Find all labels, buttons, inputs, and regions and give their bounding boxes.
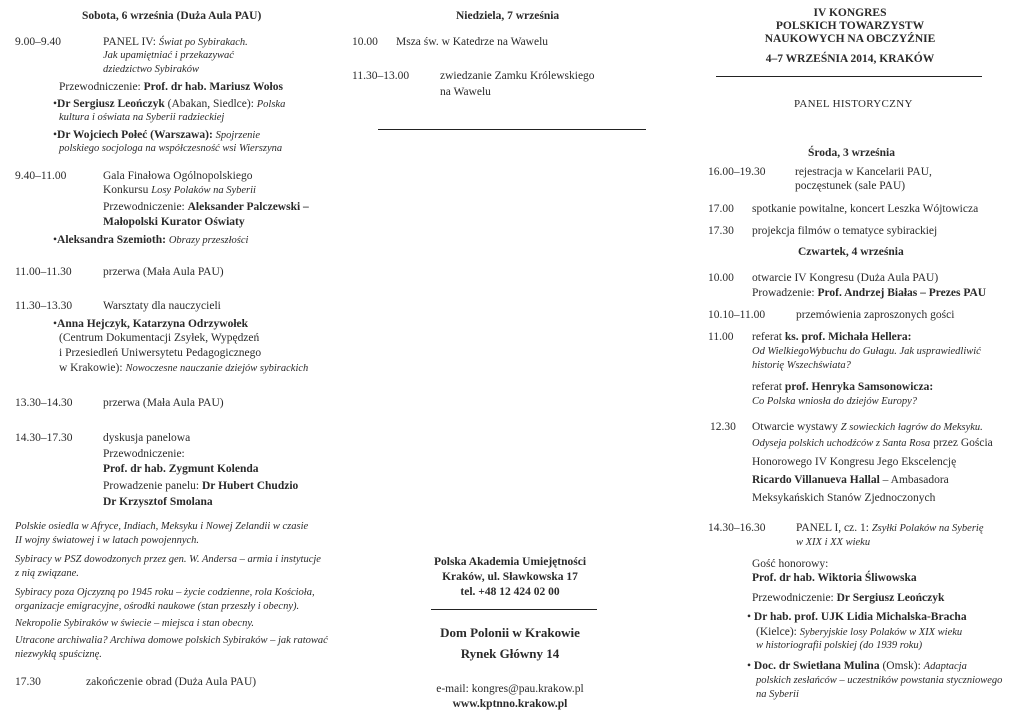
guest-label: Gość honorowy: — [752, 558, 829, 570]
divider — [431, 609, 597, 610]
topic-line: II wojny światowej i w latach powojennych. — [15, 535, 200, 546]
lecture-title: Co Polska wniosła do dziejów Europy? — [752, 396, 917, 407]
contact-line: tel. +48 12 424 02 00 — [460, 586, 560, 598]
speaker-line: •Aleksandra Szemioth: Obrazy przeszłości — [53, 234, 249, 246]
event-title: na Wawelu — [440, 86, 491, 98]
chair-line: Przewodniczenie: Aleksander Palczewski – — [103, 201, 309, 213]
header-dates: 4–7 WRZEŚNIA 2014, KRAKÓW — [765, 53, 935, 65]
talk-title: polskich zesłańców – uczestników powstania styczniowego — [756, 675, 1003, 686]
event-title: poczęstunek (sale PAU) — [795, 180, 906, 192]
talk-title: w historiografii polskiej (do 1939 roku) — [756, 640, 923, 651]
event-title: przerwa (Mała Aula PAU) — [103, 266, 224, 278]
time: 10.00 — [708, 272, 734, 284]
day-title-sunday: Niedziela, 7 września — [456, 10, 560, 22]
contact-dom-polonii — [360, 622, 660, 664]
event-title: Prowadzenie: Prof. Andrzej Białas – Prezes PAU — [752, 287, 987, 299]
topic-line: Sybiracy w PSZ dowodzonych przez gen. W. Andersa – armia i instytucje — [15, 554, 321, 565]
congress-header — [720, 7, 980, 66]
contact-pau — [360, 555, 660, 600]
topic-line: Polskie osiedla w Afryce, Indiach, Meksyku i Nowej Zelandii w czasie — [15, 521, 309, 532]
event-title: PANEL I, cz. 1: Zsyłki Polaków na Syberię — [796, 522, 984, 534]
chair-label: Przewodniczenie: — [103, 448, 185, 460]
chair-line: Przewodniczenie: Dr Sergiusz Leończyk — [752, 592, 945, 604]
time: 17.30 — [708, 225, 734, 237]
guest-name: Prof. dr hab. Wiktoria Śliwowska — [752, 572, 917, 584]
event-title: zwiedzanie Zamku Królewskiego — [440, 70, 595, 82]
speaker-line: • Doc. dr Swietłana Mulina (Omsk): Adaptacja — [747, 660, 967, 672]
exhibit-line: Odyseja polskich uchodźców z Santa Rosa przez Gościa — [752, 437, 993, 449]
time: 10.00 — [352, 36, 378, 48]
event-title: Warsztaty dla nauczycieli — [103, 300, 221, 312]
time: 12.30 — [710, 421, 736, 433]
chair-line: Przewodniczenie: Prof. dr hab. Mariusz Wołos — [59, 81, 283, 93]
time: 9.00–9.40 — [15, 36, 61, 48]
event-subtitle: Jak upamiętniać i przekazywać — [103, 50, 234, 61]
website-link[interactable]: www.kptnno.krakow.pl — [452, 698, 568, 710]
topic-line: niezwykłą spuściznę. — [15, 649, 102, 660]
panel-title: PANEL HISTORYCZNY — [794, 98, 913, 110]
exhibit-line: Meksykańskich Stanów Zjednoczonych — [752, 492, 936, 504]
affiliation: i Przesiedleń Uniwersytetu Pedagogicznego — [59, 347, 262, 359]
contact-line: Dom Polonii w Krakowie — [440, 625, 580, 640]
lecture-title: Od WielkiegoWybuchu do Gułagu. Jak usprawiedliwić — [752, 346, 981, 357]
talk-title: polskiego socjologa na współczesność wsi Wierszyna — [59, 143, 283, 154]
exhibit-line: Honorowego IV Kongresu Jego Ekscelencję — [752, 456, 957, 468]
time: 9.40–11.00 — [15, 170, 67, 182]
event-title: przerwa (Mała Aula PAU) — [103, 397, 224, 409]
event-title: Msza św. w Katedrze na Wawelu — [396, 36, 549, 48]
contact-web — [360, 682, 660, 712]
exhibit-line: Otwarcie wystawy Z sowieckich łagrów do Meksyku. — [752, 421, 983, 433]
event-title: spotkanie powitalne, koncert Leszka Wójtowicza — [752, 203, 979, 215]
topic-line: z nią związane. — [15, 568, 79, 579]
lead-line: Prowadzenie panelu: Dr Hubert Chudzio — [103, 480, 299, 492]
topic-line: Utracone archiwalia? Archiwa domowe polskich Sybiraków – jak ratować — [15, 635, 328, 646]
speaker-line: •Anna Hejczyk, Katarzyna Odrzywołek — [53, 318, 249, 330]
topic-line: Sybiracy poza Ojczyzną po 1945 roku – życie codzienne, rola Kościoła, — [15, 587, 315, 598]
event-title: projekcja filmów o tematyce sybirackiej — [752, 225, 938, 237]
contact-line: Kraków, ul. Sławkowska 17 — [442, 571, 578, 583]
event-subtitle: dziedzictwo Sybiraków — [103, 64, 199, 75]
contact-line: Polska Akademia Umiejętności — [433, 556, 587, 568]
chair-name: Prof. dr hab. Zygmunt Kolenda — [103, 463, 259, 475]
divider — [716, 76, 982, 77]
lecture-line: referat ks. prof. Michała Hellera: — [752, 331, 912, 343]
time: 10.10–11.00 — [708, 309, 766, 321]
topic-line: organizacje emigracyjne, ośrodki naukowe (stan przeszły i obecny). — [15, 601, 300, 612]
contact-line: Rynek Główny 14 — [460, 646, 560, 661]
day-title-wednesday: Środa, 3 września — [808, 147, 895, 159]
time: 17.00 — [708, 203, 734, 215]
event-title: PANEL IV: Świat po Sybirakach. — [103, 36, 248, 48]
event-title: dyskusja panelowa — [103, 432, 191, 444]
email-link[interactable]: e-mail: kongres@pau.krakow.pl — [436, 683, 584, 695]
exhibit-line: Ricardo Villanueva Hallal – Ambasadora — [752, 474, 949, 486]
event-title: Gala Finałowa Ogólnopolskiego — [103, 170, 253, 182]
time: 11.00 — [708, 331, 734, 343]
time: 11.30–13.00 — [352, 70, 410, 82]
event-title: otwarcie IV Kongresu (Duża Aula PAU) — [752, 272, 939, 284]
talk-line: (Kielce): Syberyjskie losy Polaków w XIX wieku — [756, 626, 963, 638]
event-title: zakończenie obrad (Duża Aula PAU) — [86, 676, 257, 688]
topic-line: Nekropolie Sybiraków w świecie – miejsca i stan obecny. — [15, 618, 255, 629]
time: 17.30 — [15, 676, 41, 688]
time: 11.30–13.30 — [15, 300, 73, 312]
header-line: NAUKOWYCH NA OBCZYŹNIE — [764, 33, 936, 45]
lecture-title: historię Wszechświata? — [752, 360, 851, 371]
affiliation: (Centrum Dokumentacji Zsyłek, Wypędzeń — [59, 332, 260, 344]
event-title: rejestracja w Kancelarii PAU, — [795, 166, 932, 178]
day-title-saturday: Sobota, 6 września (Duża Aula PAU) — [82, 10, 262, 22]
chair-line: Małopolski Kurator Oświaty — [103, 216, 245, 228]
event-title: Konkursu Losy Polaków na Syberii — [103, 184, 256, 196]
time: 14.30–17.30 — [15, 432, 73, 444]
time: 14.30–16.30 — [708, 522, 766, 534]
header-line: IV KONGRES — [813, 7, 887, 19]
event-title: w XIX i XX wieku — [796, 537, 871, 548]
affiliation: w Krakowie): Nowoczesne nauczanie dziejów sybirackich — [59, 362, 309, 374]
speaker-line: •Dr Wojciech Połeć (Warszawa): Spojrzenie — [53, 129, 260, 141]
divider — [378, 129, 646, 130]
header-line: POLSKICH TOWARZYSTW — [775, 20, 925, 32]
time: 13.30–14.30 — [15, 397, 73, 409]
speaker-line: •Dr Sergiusz Leończyk (Abakan, Siedlce): Polska — [53, 98, 286, 110]
event-title: przemówienia zaproszonych gości — [796, 309, 955, 321]
speaker-line: • Dr hab. prof. UJK Lidia Michalska-Bracha — [747, 611, 967, 623]
time: 11.00–11.30 — [15, 266, 72, 278]
time: 16.00–19.30 — [708, 166, 766, 178]
talk-title: na Syberii — [756, 689, 799, 700]
talk-title: kultura i oświata na Syberii radzieckiej — [59, 112, 225, 123]
lecture-line: referat prof. Henryka Samsonowicza: — [752, 381, 934, 393]
day-title-thursday: Czwartek, 4 września — [798, 246, 904, 258]
lead-name: Dr Krzysztof Smolana — [103, 496, 213, 508]
